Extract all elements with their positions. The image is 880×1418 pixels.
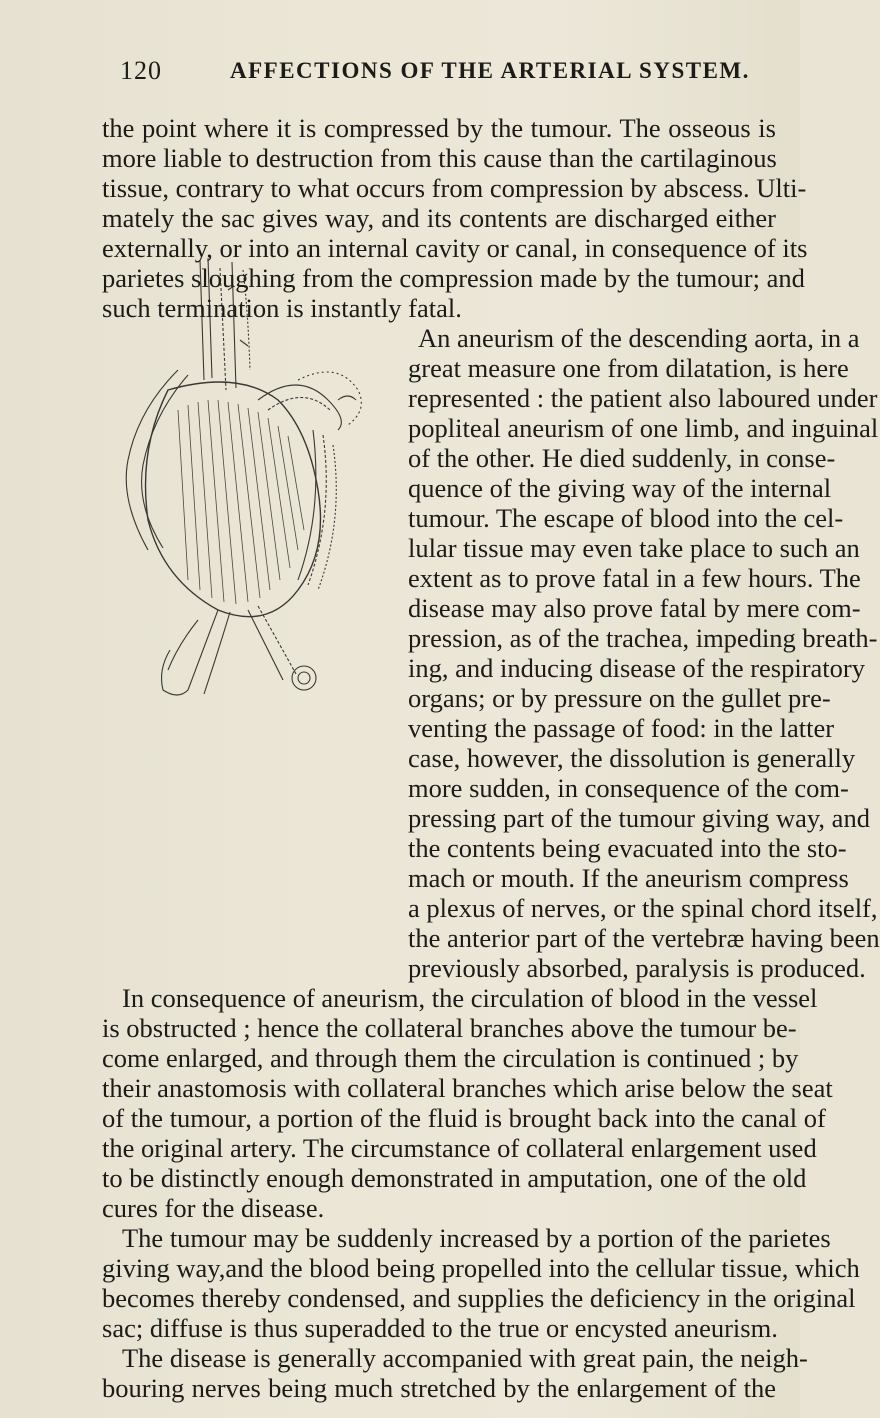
running-title: AFFECTIONS OF THE ARTERIAL SYSTEM. [230,58,750,83]
text-line: the anterior part of the vertebræ having been [408,923,880,953]
text-line: giving way,and the blood being propelled into the cellular tissue, which [102,1253,860,1283]
text-line: parietes sloughing from the compression made by the tumour; and [102,263,805,293]
text-line: a plexus of nerves, or the spinal chord itself, [408,893,878,923]
text-line: extent as to prove fatal in a few hours. The [408,563,861,593]
text-line: the point where it is compressed by the tumour. The osseous is [102,113,776,143]
text-line: of the tumour, a portion of the fluid is brought back into the canal of [102,1103,826,1133]
text-line: to be distinctly enough demonstrated in amputation, one of the old [102,1163,807,1193]
text-line: mach or mouth. If the aneurism compress [408,863,849,893]
text-line: more sudden, in consequence of the com- [408,773,849,803]
text-line: the original artery. The circumstance of collateral enlargement used [102,1133,817,1163]
text-line: pression, as of the trachea, impeding breath- [408,623,878,653]
page-number: 120 [120,56,162,85]
text-line: externally, or into an internal cavity or canal, in consequence of its [102,233,808,263]
page-header [120,56,750,96]
text-line: represented : the patient also laboured under [408,383,878,413]
text-line: tumour. The escape of blood into the cel- [408,503,844,533]
text-line: sac; diffuse is thus superadded to the true or encysted aneurism. [102,1313,778,1343]
text-line: disease may also prove fatal by mere com- [408,593,861,623]
text-line: of the other. He died suddenly, in conse- [408,443,836,473]
text-line: more liable to destruction from this cause than the cartilaginous [102,143,777,173]
text-line: cures for the disease. [102,1193,325,1223]
text-line: previously absorbed, paralysis is produced. [408,953,866,983]
text-line: case, however, the dissolution is generally [408,743,856,773]
text-line: the contents being evacuated into the sto- [408,833,847,863]
text-line: such termination is instantly fatal. [102,293,462,323]
text-line: come enlarged, and through them the circulation is continued ; by [102,1043,799,1073]
text-line: quence of the giving way of the internal [408,473,832,503]
text-line: The tumour may be suddenly increased by a portion of the parietes [122,1223,831,1253]
text-line: bouring nerves being much stretched by the enlargement of the [102,1373,776,1403]
text-line: The disease is generally accompanied with great pain, the neigh- [122,1343,808,1373]
text-line: is obstructed ; hence the collateral branches above the tumour be- [102,1013,797,1043]
text-line: lular tissue may even take place to such an [408,533,860,563]
text-line: great measure one from dilatation, is here [408,353,849,383]
text-line: becomes thereby condensed, and supplies the deficiency in the original [102,1283,856,1313]
text-line: tissue, contrary to what occurs from compression by abscess. Ulti- [102,173,807,203]
text-line: In consequence of aneurism, the circulation of blood in the vessel [122,983,818,1013]
text-line: popliteal aneurism of one limb, and inguinal [408,413,879,443]
text-line: venting the passage of food: in the latter [408,713,835,743]
text-line: ing, and inducing disease of the respiratory [408,653,865,683]
text-line: their anastomosis with collateral branches which arise below the seat [102,1073,833,1103]
text-line: An aneurism of the descending aorta, in a [418,323,860,353]
text-line: pressing part of the tumour giving way, and [408,803,870,833]
text-line: organs; or by pressure on the gullet pre- [408,683,831,713]
text-line: mately the sac gives way, and its contents are discharged either [102,203,776,233]
